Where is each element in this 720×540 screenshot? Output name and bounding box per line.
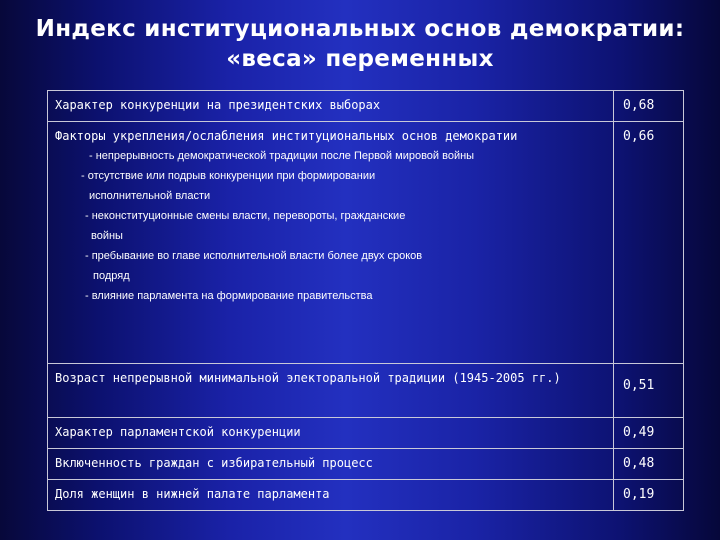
variable-label: Возраст непрерывной минимальной электоральной традиции (1945-2005 гг.) [48,364,614,418]
table-row [48,449,684,480]
weight-value: 0,66 [614,122,684,364]
weight-value: 0,48 [614,449,684,480]
table-row [48,364,684,418]
slide-title-line-2: «веса» переменных [226,46,494,72]
table-row [48,91,684,122]
table-row [48,122,684,364]
variable-label: Характер парламентской конкуренции [48,418,614,449]
weight-value: 0,68 [614,91,684,122]
variable-label-main: Факторы укрепления/ослабления институциональных основ демократии [55,129,518,143]
variable-label: Характер конкуренции на президентских выборах [48,91,614,122]
sub-factor: - влияние парламента на формирование правительства [85,290,373,302]
variable-label [48,122,614,364]
table-row [48,480,684,511]
weights-table [47,90,684,511]
variable-label: Включенность граждан с избирательный процесс [48,449,614,480]
sub-factor: - неконституционные смены власти, перевороты, гражданские [85,210,406,222]
weight-value: 0,19 [614,480,684,511]
slide-title-line-1: Индекс институциональных основ демократии: [35,16,685,42]
sub-factor: - отсутствие или подрыв конкуренции при формировании [81,170,376,182]
sub-factor: - непрерывность демократической традиции после Первой мировой войны [89,150,475,162]
variable-label: Доля женщин в нижней палате парламента [48,480,614,511]
sub-factor: - пребывание во главе исполнительной власти более двух сроков [85,250,423,262]
slide-title [0,14,720,74]
table-row [48,418,684,449]
weight-value: 0,49 [614,418,684,449]
sub-factor: подряд [93,270,130,282]
sub-factor: войны [91,230,123,242]
sub-factor: исполнительной власти [89,190,211,202]
weight-value: 0,51 [614,364,684,418]
